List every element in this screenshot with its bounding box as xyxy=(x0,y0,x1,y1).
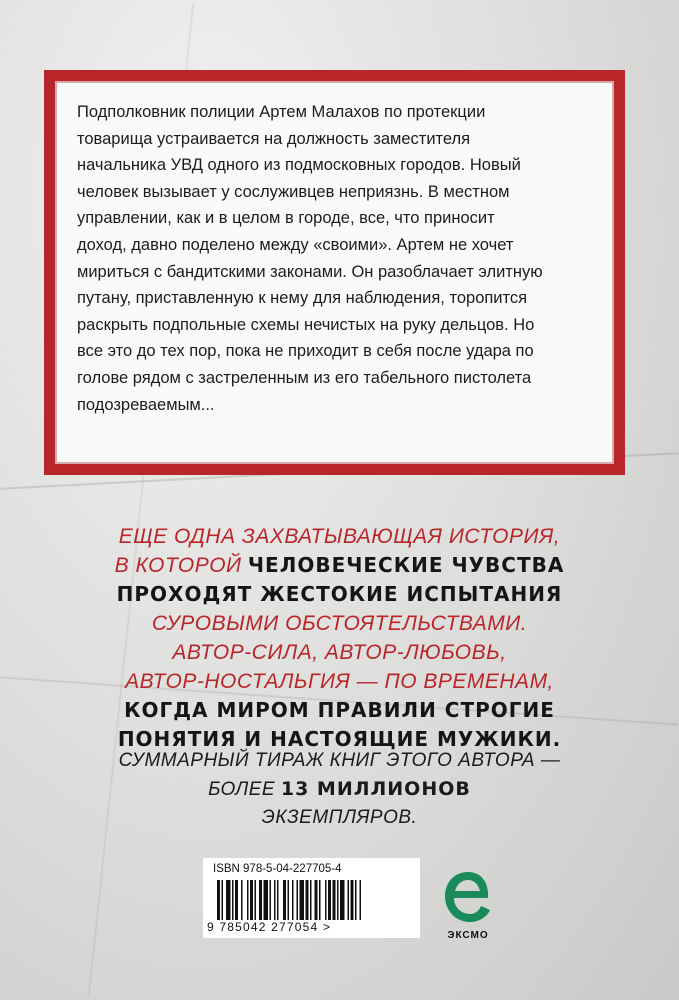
promo-line xyxy=(0,551,679,580)
circulation-count: 13 МИЛЛИОНОВ xyxy=(280,778,471,800)
circulation-line xyxy=(0,775,679,804)
synopsis-line: управлении, как и в целом в городе, все, что приносит xyxy=(77,209,495,228)
promo-line: СУРОВЫМИ ОБСТОЯТЕЛЬСТВАМИ. xyxy=(151,612,528,635)
promo-line: ЕЩЕ ОДНА ЗАХВАТЫВАЮЩАЯ ИСТОРИЯ, xyxy=(118,525,561,548)
synopsis-line: Подполковник полиции Артем Малахов по протекции xyxy=(77,103,486,121)
promo-line: ПОНЯТИЯ И НАСТОЯЩИЕ МУЖИКИ. xyxy=(117,727,562,751)
publisher-name: ЭКСМО xyxy=(447,930,489,941)
synopsis-line: все это до тех пор, пока не приходит в себя после удара по xyxy=(77,342,534,361)
synopsis-line: голове рядом с застреленным из его табельного пистолета xyxy=(77,368,532,387)
promo-line: АВТОР-НОСТАЛЬГИЯ — ПО ВРЕМЕНАМ, xyxy=(125,670,554,693)
synopsis-text xyxy=(77,99,597,418)
circulation-block xyxy=(0,747,679,832)
synopsis-line: начальника УВД одного из подмосковных городов. Новый xyxy=(77,156,521,175)
promo-line-red-part: В КОТОРОЙ xyxy=(114,554,248,577)
circulation-line: СУММАРНЫЙ ТИРАЖ КНИГ ЭТОГО АВТОРА — xyxy=(118,750,561,771)
synopsis-frame xyxy=(44,70,625,475)
synopsis-line: товарища устраивается на должность заместителя xyxy=(77,129,471,148)
barcode-digits: 9 785042 277054 > xyxy=(207,920,332,934)
isbn-label: ISBN 978-5-04-227705-4 xyxy=(213,863,342,875)
promo-line: АВТОР-СИЛА, АВТОР-ЛЮБОВЬ, xyxy=(172,641,507,664)
circulation-line: ЭКЗЕМПЛЯРОВ. xyxy=(261,807,418,828)
barcode-box xyxy=(203,858,420,938)
synopsis-line: подозреваемым... xyxy=(77,395,215,414)
promo-line: КОГДА МИРОМ ПРАВИЛИ СТРОГИЕ xyxy=(124,698,555,722)
synopsis-line: путану, приставленную к нему для наблюдения, торопится xyxy=(77,289,528,308)
promo-line: ПРОХОДЯТ ЖЕСТОКИЕ ИСПЫТАНИЯ xyxy=(116,582,563,606)
synopsis-line: доход, давно поделено между «своими». Артем не хочет xyxy=(77,235,514,254)
promo-block xyxy=(0,522,679,754)
promo-line-bold-part: ЧЕЛОВЕЧЕСКИЕ ЧУВСТВА xyxy=(247,553,565,577)
synopsis-line: раскрыть подпольные схемы нечистых на руку дельцов. Но xyxy=(77,315,535,334)
synopsis-line: человек вызывает у сослуживцев неприязнь. В местном xyxy=(77,182,510,201)
circulation-prefix: БОЛЕЕ xyxy=(208,779,281,800)
barcode-icon xyxy=(217,880,407,920)
synopsis-line: мириться с бандитскими законами. Он разоблачает элитную xyxy=(77,262,543,281)
